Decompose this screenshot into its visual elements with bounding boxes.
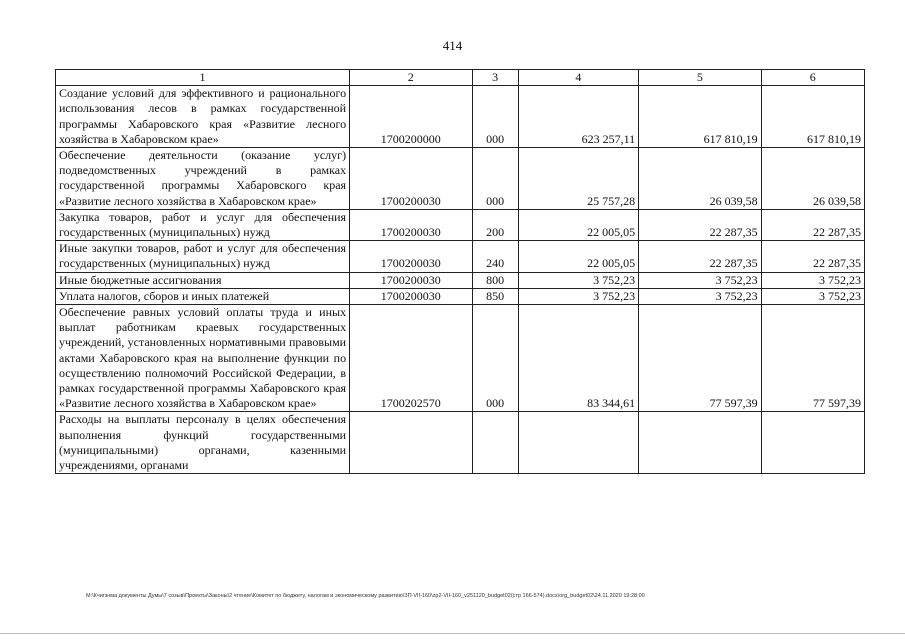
row-code: [350, 412, 472, 474]
row-value-2: 3 752,23: [639, 272, 761, 288]
row-expense-type: 000: [472, 86, 518, 148]
row-name: Иные бюджетные ассигнования: [56, 272, 350, 288]
row-value-1: 3 752,23: [518, 272, 638, 288]
header-cell: 3: [472, 70, 518, 86]
row-expense-type: [472, 412, 518, 474]
row-value-1: [518, 412, 638, 474]
row-expense-type: 240: [472, 241, 518, 272]
row-name: Обеспечение деятельности (оказание услуг) подведомственных учреждений в рамках государственной программы Хабаровского края «Развитие лесного хозяйства в Хабаровском крае»: [56, 148, 350, 210]
row-value-3: 22 287,35: [761, 209, 864, 240]
row-name: Уплата налогов, сборов и иных платежей: [56, 288, 350, 304]
row-name: Иные закупки товаров, работ и услуг для обеспечения государственных (муниципальных) нужд: [56, 241, 350, 272]
row-code: 1700200030: [350, 209, 472, 240]
row-code: 1700202570: [350, 305, 472, 412]
row-value-3: 22 287,35: [761, 241, 864, 272]
row-value-1: 22 005,05: [518, 241, 638, 272]
row-name: Закупка товаров, работ и услуг для обеспечения государственных (муниципальных) нужд: [56, 209, 350, 240]
row-value-2: [639, 412, 761, 474]
row-expense-type: 200: [472, 209, 518, 240]
header-row: [56, 70, 865, 86]
row-name: Обеспечение равных условий оплаты труда и иных выплат работникам краевых государственных учреждений, установленных нормативными правовыми актами Хабаровского края на выполнение функции по осуществлению полномочий Российской Федерации, в рамках государственной программы Хабаровского края «Развитие лесного хозяйства в Хабаровском крае»: [56, 305, 350, 412]
table-row: [56, 86, 865, 148]
row-value-3: 77 597,39: [761, 305, 864, 412]
row-value-3: 617 810,19: [761, 86, 864, 148]
row-value-3: 26 039,58: [761, 148, 864, 210]
table-row: [56, 272, 865, 288]
row-expense-type: 800: [472, 272, 518, 288]
row-value-2: 22 287,35: [639, 209, 761, 240]
row-code: 1700200030: [350, 272, 472, 288]
row-value-2: 77 597,39: [639, 305, 761, 412]
table-row: [56, 412, 865, 474]
row-expense-type: 850: [472, 288, 518, 304]
row-value-1: 22 005,05: [518, 209, 638, 240]
row-value-1: 3 752,23: [518, 288, 638, 304]
row-value-3: [761, 412, 864, 474]
table-row: [56, 148, 865, 210]
row-value-1: 623 257,11: [518, 86, 638, 148]
row-name: Расходы на выплаты персоналу в целях обеспечения выполнения функций государственными (муниципальными) органами, казенными учреждениями, органами: [56, 412, 350, 474]
row-value-2: 617 810,19: [639, 86, 761, 148]
budget-table: [55, 69, 865, 474]
table-row: [56, 209, 865, 240]
header-cell: 1: [56, 70, 350, 86]
row-value-2: 22 287,35: [639, 241, 761, 272]
page-edge-divider: [0, 633, 905, 634]
row-value-3: 3 752,23: [761, 272, 864, 288]
row-value-2: 3 752,23: [639, 288, 761, 304]
file-path-footer: M:\Кчигзнма документы Думы\7 созыв\Проекты\Законы\2 чтение\Комитет по бюджету, налогам и экономическому развитию\ЗП-VII-160\zp2-VII-160_v251120_budget02(стр 166-574).docx\org_budget02\24.11.2020 19:28:00: [86, 593, 645, 599]
header-cell: 6: [761, 70, 864, 86]
row-value-3: 3 752,23: [761, 288, 864, 304]
row-code: 1700200030: [350, 241, 472, 272]
row-code: 1700200030: [350, 148, 472, 210]
row-value-1: 25 757,28: [518, 148, 638, 210]
row-name: Создание условий для эффективного и рационального использования лесов в рамках государственной программы Хабаровского края «Развитие лесного хозяйства в Хабаровском крае»: [56, 86, 350, 148]
page-number: 414: [442, 38, 463, 53]
table-row: [56, 288, 865, 304]
table-row: [56, 241, 865, 272]
row-code: 1700200000: [350, 86, 472, 148]
header-cell: 4: [518, 70, 638, 86]
row-expense-type: 000: [472, 305, 518, 412]
header-cell: 2: [350, 70, 472, 86]
row-value-1: 83 344,61: [518, 305, 638, 412]
table-row: [56, 305, 865, 412]
row-expense-type: 000: [472, 148, 518, 210]
row-value-2: 26 039,58: [639, 148, 761, 210]
header-cell: 5: [639, 70, 761, 86]
row-code: 1700200030: [350, 288, 472, 304]
